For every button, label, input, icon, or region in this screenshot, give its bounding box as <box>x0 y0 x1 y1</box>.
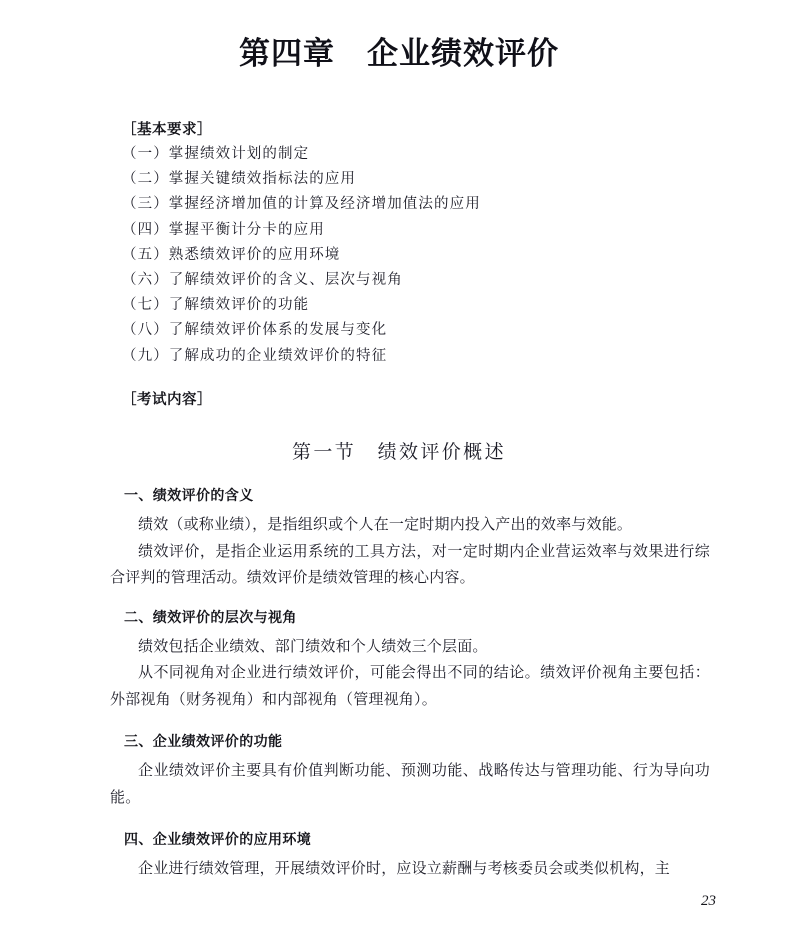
subsection <box>110 606 710 714</box>
paragraph: 企业绩效评价主要具有价值判断功能、预测功能、战略传达与管理功能、行为导向功能。 <box>110 763 710 806</box>
paragraph: 从不同视角对企业进行绩效评价，可能会得出不同的结论。绩效评价视角主要包括：外部视角（财务视角）和内部视角（管理视角）。 <box>110 665 710 708</box>
basic-requirements-list <box>122 142 722 369</box>
basic-requirements-heading: ［基本要求］ <box>122 122 212 138</box>
subsection-heading: 一、绩效评价的含义 <box>124 487 254 503</box>
spacer <box>110 811 710 828</box>
spacer <box>110 592 710 606</box>
basic-requirements-block <box>122 118 722 369</box>
subsection <box>110 484 710 592</box>
list-item: （七）了解绩效评价的功能 <box>122 297 310 314</box>
list-item: （九）了解成功的企业绩效评价的特征 <box>122 347 388 364</box>
chapter-title: 第四章 企业绩效评价 <box>239 36 559 71</box>
subsection-heading: 四、企业绩效评价的应用环境 <box>124 831 312 847</box>
page-number: 23 <box>701 893 716 909</box>
subsection <box>110 730 710 811</box>
subsection-heading: 二、绩效评价的层次与视角 <box>124 608 297 625</box>
list-item: （四）掌握平衡计分卡的应用 <box>122 221 325 238</box>
body-content <box>110 484 710 883</box>
paragraph: 绩效（或称业绩），是指组织或个人在一定时期内投入产出的效率与效能。 <box>138 517 633 533</box>
list-item: （五）熟悉绩效评价的应用环境 <box>122 246 341 263</box>
list-item: （一）掌握绩效计划的制定 <box>122 146 310 162</box>
exam-content-heading: ［考试内容］ <box>122 392 212 408</box>
paragraph: 绩效评价，是指企业运用系统的工具方法，对一定时期内企业营运效率与效果进行综合评判的管理活动。绩效评价是绩效管理的核心内容。 <box>110 543 710 586</box>
list-item: （三）掌握经济增加值的计算及经济增加值法的应用 <box>122 196 481 213</box>
spacer <box>110 713 710 730</box>
section-title: 第一节 绩效评价概述 <box>291 442 506 463</box>
list-item: （二）掌握关键绩效指标法的应用 <box>122 171 356 188</box>
subsection-heading: 三、企业绩效评价的功能 <box>124 733 283 749</box>
paragraph: 企业进行绩效管理，开展绩效评价时，应设立薪酬与考核委员会或类似机构，主 <box>138 861 671 877</box>
list-item: （六）了解绩效评价的含义、层次与视角 <box>122 272 403 289</box>
subsection <box>110 828 710 883</box>
paragraph: 绩效包括企业绩效、部门绩效和个人绩效三个层面。 <box>138 638 488 655</box>
list-item: （八）了解绩效评价体系的发展与变化 <box>122 322 388 339</box>
